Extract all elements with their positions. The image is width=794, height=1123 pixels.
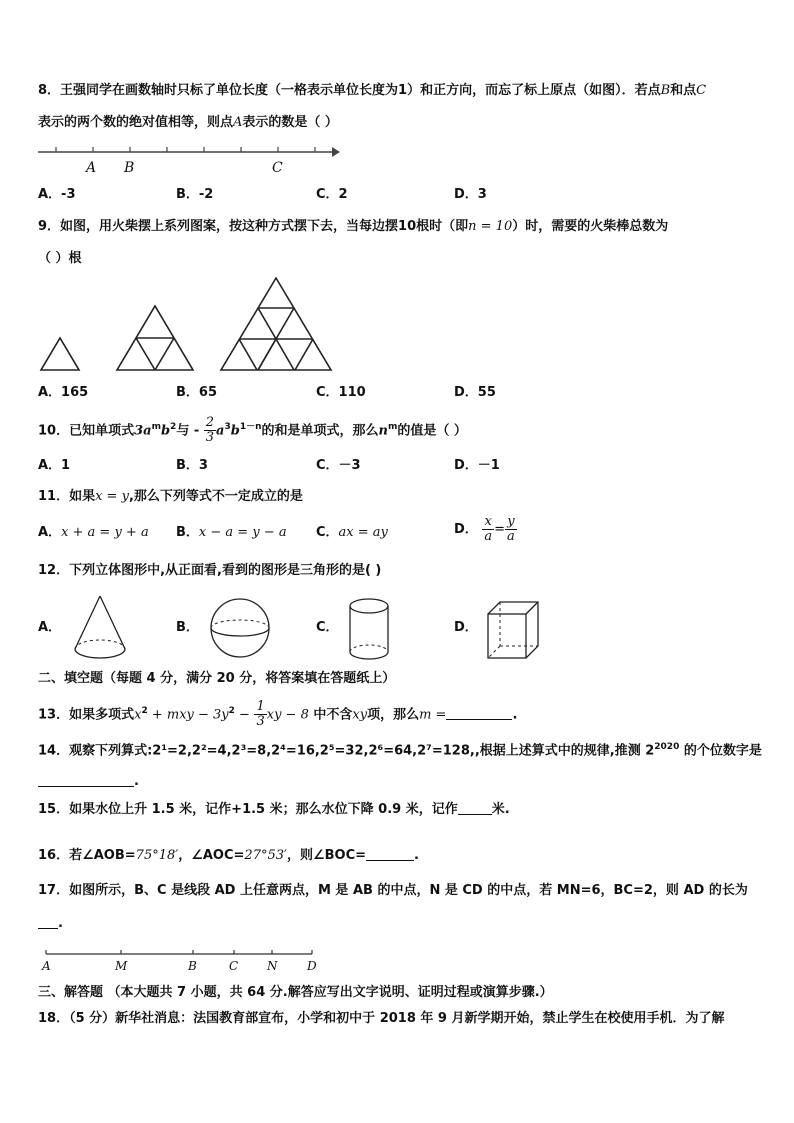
q9-text: 9．如图，用火柴摆上系列图案，按这种方式摆下去，当每边摆10根时（即 xyxy=(38,219,469,234)
q9-n-eq: n = 10 xyxy=(468,219,513,234)
q11-opt-d-frac1 xyxy=(482,515,494,544)
q14-stem xyxy=(38,738,762,760)
q13-poly-x: x xyxy=(134,707,142,723)
q11-stem xyxy=(38,488,303,506)
q9-stem-line1 xyxy=(38,218,668,236)
q10-mono1-b: b xyxy=(160,423,171,439)
q9-option-b[interactable]: B．65 xyxy=(176,385,217,400)
q10-stem xyxy=(38,412,467,446)
q15-end: 米. xyxy=(491,802,510,817)
q14-text: 14．观察下列算式:2¹=2,2²=4,2³=8,2⁴=16,2⁵=32,2⁶=64,2⁷=128,,根据上述算式中的规律,推测 2 xyxy=(38,743,655,759)
q11-frac1-num: x xyxy=(482,515,494,530)
q11-text: 11．如果 xyxy=(38,489,96,504)
q12-option-c-label[interactable]: C． xyxy=(316,620,339,635)
q12-option-d-label[interactable]: D． xyxy=(454,620,478,635)
q11-option-c[interactable] xyxy=(316,524,388,542)
cylinder-figure[interactable] xyxy=(347,596,393,664)
q15-answer-blank[interactable] xyxy=(458,800,492,815)
q8-number-line xyxy=(36,140,356,180)
q8-point-b: B xyxy=(660,83,671,98)
q13-xy: xy xyxy=(352,707,368,723)
seg-label-m: M xyxy=(115,959,128,973)
q10-text: 10．已知单项式 xyxy=(38,423,135,439)
q11-opt-b-label: B． xyxy=(176,525,199,540)
q8-text2: 表示的两个数的绝对值相等，则点 xyxy=(38,115,234,130)
q16-stem xyxy=(38,846,419,865)
q10-option-a[interactable]: A．1 xyxy=(38,458,71,473)
q13-end: . xyxy=(512,707,518,723)
q8-option-c[interactable]: C．2 xyxy=(316,187,348,202)
q13-text: 13．如果多项式 xyxy=(38,707,135,723)
cone-figure[interactable] xyxy=(72,594,128,664)
q11-opt-c-label: C． xyxy=(316,525,339,540)
q17-answer-blank[interactable] xyxy=(38,914,58,929)
q17-answer-line xyxy=(38,914,63,933)
q10-text2: 的和是单项式，那么 xyxy=(261,423,379,439)
q13-text2: 中不含 xyxy=(308,707,353,723)
section-3-heading: 三、解答题 （本大题共 7 小题，共 64 分.解答应写出文字说明、证明过程或演算步骤.） xyxy=(38,985,553,1000)
q8-option-a[interactable]: A．-3 xyxy=(38,187,76,202)
q11-opt-d-frac2 xyxy=(505,515,517,544)
q13-sup: 2 xyxy=(141,706,148,716)
q9-option-a[interactable]: A．165 xyxy=(38,385,89,400)
q11-opt-a-label: A． xyxy=(38,525,62,540)
q10-sup2: 2 xyxy=(170,422,177,432)
q10-mono2-b: b xyxy=(230,423,240,439)
q10-mono1: 3a xyxy=(134,423,152,439)
q14-text2: 的个位数字是 xyxy=(679,743,762,759)
q13-text3: 项，那么 xyxy=(367,707,420,723)
q10-sup3: 3 xyxy=(224,422,231,432)
q10-fraction xyxy=(204,416,216,445)
q18-stem: 18．（5 分）新华社消息：法国教育部宣布，小学和初中于 2018 年 9 月新学期开始，禁止学生在校使用手机．为了解 xyxy=(38,1011,725,1026)
q11-opt-c-expr: ax = ay xyxy=(338,525,388,540)
q15-text: 15．如果水位上升 1.5 米，记作+1.5 米；那么水位下降 0.9 米，记作 xyxy=(38,802,458,817)
q8-stem-line2 xyxy=(38,114,338,132)
q8-text: 8．王强同学在画数轴时只标了单位长度（一格表示单位长度为1）和正方向，而忘了标上原点（如图）．若点 xyxy=(38,83,661,98)
q11-xy: x = y xyxy=(95,489,129,504)
q10-sup1: m xyxy=(151,422,161,432)
q16-text: 16．若∠AOB= xyxy=(38,848,136,863)
q11-frac2-den: a xyxy=(507,529,515,544)
q8-stem-line1 xyxy=(38,82,706,100)
q16-angle-aoc: 27°53′ xyxy=(244,848,287,863)
q10-mono2: a xyxy=(216,423,225,439)
q13-answer-blank[interactable] xyxy=(446,705,512,720)
q14-answer-blank[interactable] xyxy=(38,772,134,787)
q11-opt-d-label: D． xyxy=(454,522,478,537)
q13-poly-b: + mxy − 3y xyxy=(147,707,229,723)
q16-text2: ，∠AOC= xyxy=(178,848,245,863)
q13-poly-c: − xyxy=(234,707,250,723)
q9-stem-line2: （ ）根 xyxy=(38,251,82,266)
q11-option-b[interactable] xyxy=(176,524,287,542)
q10-frac-num: 2 xyxy=(205,415,215,431)
q10-option-b[interactable]: B．3 xyxy=(176,458,208,473)
q17-end: . xyxy=(58,916,63,931)
q11-frac2-num: y xyxy=(505,515,517,530)
q10-n: n xyxy=(378,423,388,439)
q17-segment-diagram xyxy=(38,944,328,974)
q13-frac-den: 3 xyxy=(256,714,265,730)
q8-text3: 表示的数是（ ） xyxy=(242,115,338,130)
q9-text2: ）时，需要的火柴棒总数为 xyxy=(512,219,669,234)
q17-text2: B、C 是线段 AD 上任意两点，M 是 AB 的中点，N 是 CD 的中点，若 MN=6，BC=2，则 AD 的长为 xyxy=(134,883,748,898)
q11-opt-d-eq: = xyxy=(494,522,505,537)
q11-opt-b-expr: x − a = y − a xyxy=(198,525,287,540)
seg-label-d: D xyxy=(307,959,317,973)
q10-option-d[interactable]: D．－1 xyxy=(454,458,500,473)
q11-text2: ,那么下列等式不一定成立的是 xyxy=(128,489,303,504)
sphere-figure[interactable] xyxy=(207,598,273,664)
q8-point-a: A xyxy=(233,115,243,130)
q10-text3: 的值是（ ） xyxy=(397,423,467,439)
q8-and: 和点 xyxy=(670,83,697,98)
q13-m-eq: m = xyxy=(419,707,447,723)
q13-frac-num: 1 xyxy=(256,699,265,715)
q13-stem xyxy=(38,696,517,730)
q9-option-d[interactable]: D．55 xyxy=(454,385,496,400)
q10-sup4: 1－n xyxy=(239,422,262,432)
q16-text3: ，则∠BOC= xyxy=(286,848,367,863)
q10-and: 与 - xyxy=(176,423,200,439)
q11-frac1-den: a xyxy=(484,529,493,544)
rectangular-prism-figure[interactable] xyxy=(486,600,542,664)
q17-text: 17．如图所示， xyxy=(38,883,135,898)
q10-option-c[interactable]: C．－3 xyxy=(316,458,361,473)
q13-sup2: 2 xyxy=(228,706,235,716)
q9-matchstick-figures xyxy=(38,276,348,376)
axis-label-c: C xyxy=(272,160,283,176)
q13-fraction xyxy=(254,700,266,729)
q17-stem xyxy=(38,882,748,900)
q11-option-d[interactable] xyxy=(454,515,517,544)
q11-option-a[interactable] xyxy=(38,524,149,542)
q15-stem xyxy=(38,800,510,819)
q8-option-d[interactable]: D．3 xyxy=(454,187,487,202)
q14-sup: 2020 xyxy=(654,742,680,752)
q10-frac-den: 3 xyxy=(205,430,215,446)
q10-sup5: m xyxy=(387,422,398,432)
q12-option-b-label[interactable]: B． xyxy=(176,620,199,635)
q16-answer-blank[interactable] xyxy=(366,846,414,861)
seg-label-b: B xyxy=(188,959,197,973)
q11-opt-a-expr: x + a = y + a xyxy=(61,525,149,540)
q16-end: . xyxy=(414,848,419,863)
q14-end: . xyxy=(134,774,139,789)
axis-label-a: A xyxy=(86,160,97,176)
q8-option-b[interactable]: B．-2 xyxy=(176,187,214,202)
seg-label-c: C xyxy=(229,959,239,973)
q12-option-a-label[interactable]: A． xyxy=(38,620,62,635)
q12-stem: 12．下列立体图形中,从正面看,看到的图形是三角形的是( ) xyxy=(38,563,382,578)
q9-option-c[interactable]: C．110 xyxy=(316,385,366,400)
axis-label-b: B xyxy=(124,160,135,176)
q16-angle-aob: 75°18′ xyxy=(135,848,179,863)
q8-point-c: C xyxy=(696,83,707,98)
seg-label-a: A xyxy=(42,959,51,973)
q14-answer-line xyxy=(38,772,139,791)
q13-poly-d: xy − 8 xyxy=(266,707,309,723)
seg-label-n: N xyxy=(267,959,278,973)
section-2-heading: 二、填空题（每题 4 分，满分 20 分，将答案填在答题纸上） xyxy=(38,671,396,686)
